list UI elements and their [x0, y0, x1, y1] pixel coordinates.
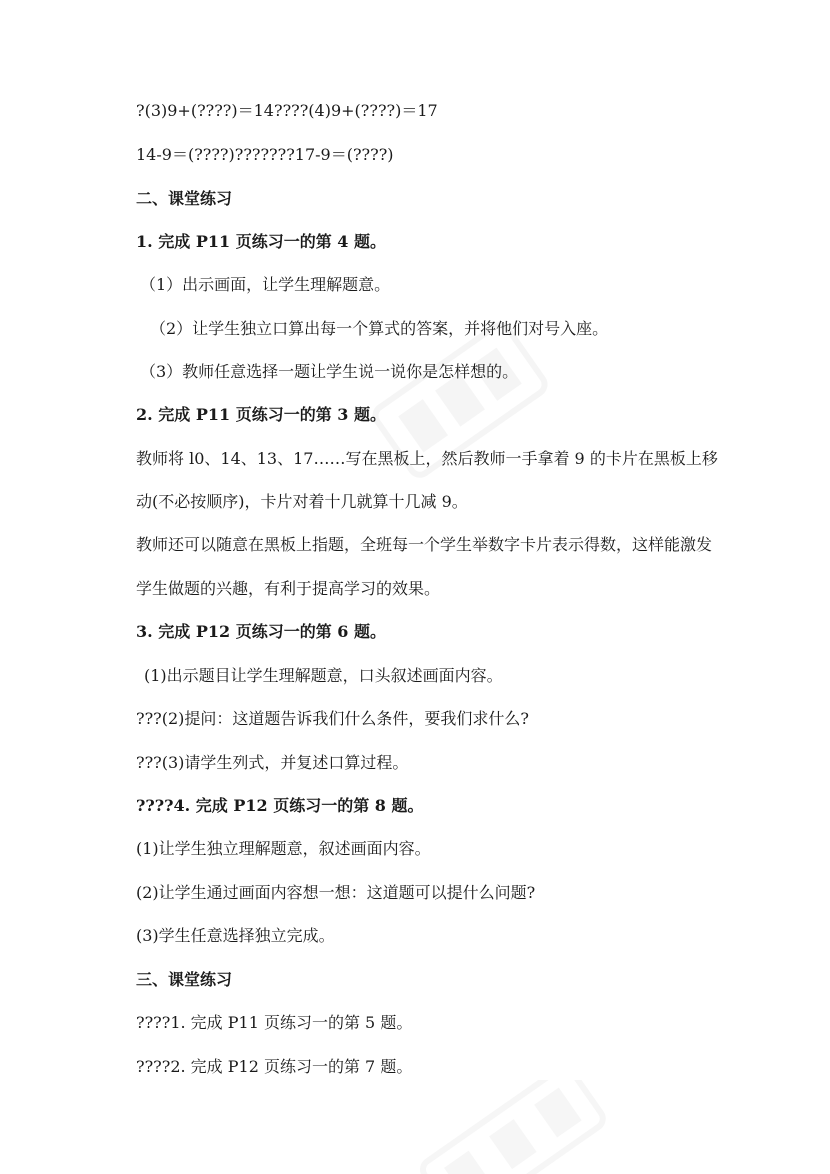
step-line: ???(2)提问：这道题告诉我们什么条件，要我们求什么? — [136, 709, 529, 728]
step-line: (1)让学生独立理解题意，叙述画面内容。 — [136, 839, 431, 858]
section-heading-2: 二、课堂练习 — [136, 189, 233, 208]
exercise-heading-2: 2. 完成 P11 页练习一的第 3 题。 — [136, 405, 386, 424]
paragraph-line: 动(不必按顺序)，卡片对着十几就算十几减 9。 — [136, 492, 468, 511]
step-line: (3)学生任意选择独立完成。 — [136, 926, 335, 945]
exercise-item: ????1. 完成 P11 页练习一的第 5 题。 — [136, 1013, 413, 1032]
step-line: （3）教师任意选择一题让学生说一说你是怎样想的。 — [140, 362, 519, 381]
step-line: （2）让学生独立口算出每一个算式的答案，并将他们对号入座。 — [150, 319, 609, 338]
exercise-item: ????2. 完成 P12 页练习一的第 7 题。 — [136, 1057, 413, 1076]
watermark-bottom-icon — [400, 1080, 620, 1174]
equation-line-2: 14-9＝(????)???????17-9＝(????) — [136, 145, 394, 164]
exercise-heading-4: ????4. 完成 P12 页练习一的第 8 题。 — [136, 796, 424, 815]
exercise-heading-1: 1. 完成 P11 页练习一的第 4 题。 — [136, 232, 386, 251]
step-line: (1)出示题目让学生理解题意，口头叙述画面内容。 — [144, 666, 503, 685]
step-line: (2)让学生通过画面内容想一想：这道题可以提什么问题? — [136, 883, 536, 902]
exercise-heading-3: 3. 完成 P12 页练习一的第 6 题。 — [136, 622, 386, 641]
step-line: ???(3)请学生列式，并复述口算过程。 — [136, 753, 409, 772]
paragraph-line: 教师将 l0、14、13、17……写在黑板上，然后教师一手拿着 9 的卡片在黑板上移 — [136, 449, 718, 468]
paragraph-line: 教师还可以随意在黑板上指题，全班每一个学生举数字卡片表示得数，这样能激发 — [136, 535, 713, 554]
section-heading-3: 三、课堂练习 — [136, 970, 233, 989]
equation-line-1: ?(3)9+(????)＝14????(4)9+(????)＝17 — [136, 101, 438, 120]
step-line: （1）出示画面，让学生理解题意。 — [140, 275, 391, 294]
paragraph-line: 学生做题的兴趣，有利于提高学习的效果。 — [136, 579, 441, 598]
